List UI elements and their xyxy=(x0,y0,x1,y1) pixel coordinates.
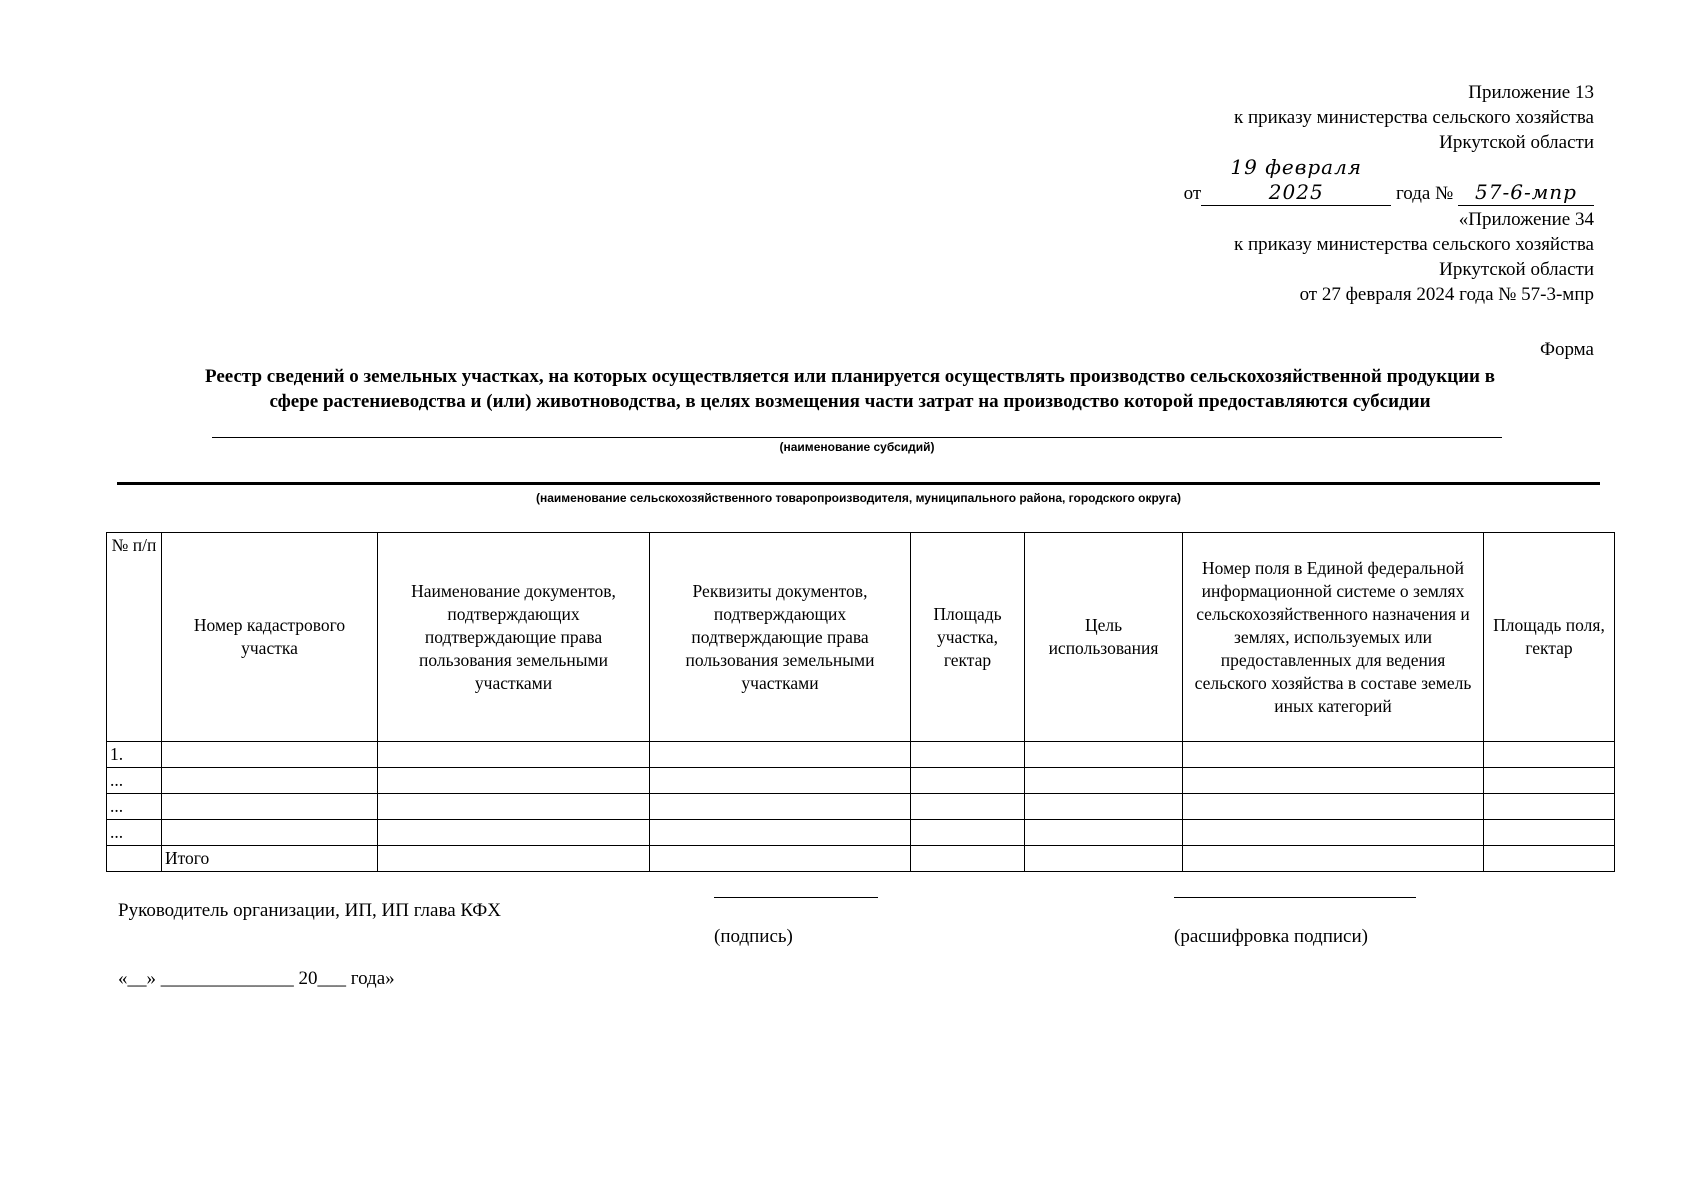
cell xyxy=(911,794,1025,820)
cell xyxy=(911,768,1025,794)
cell xyxy=(650,742,911,768)
producer-name-caption: (наименование сельскохозяйственного товаропроизводителя, муниципального района, городского округа) xyxy=(535,491,1181,505)
row-number xyxy=(107,846,162,872)
title-line-1: Реестр сведений о земельных участках, на которых осуществляется или планируется осуществлять производство сельскохозяйственной продукции в xyxy=(205,366,1495,387)
cell xyxy=(650,846,911,872)
appendix34-order-line: к приказу министерства сельского хозяйства xyxy=(1234,234,1594,255)
cell xyxy=(378,794,650,820)
header-field-number: Номер поля в Единой федеральной информационной системе о землях сельскохозяйственного назначения и землях, используемых или предоставленных для ведения сельского хозяйства в составе земель иных категорий xyxy=(1183,533,1484,742)
cell xyxy=(1025,768,1183,794)
date-line: «__» ______________ 20___ года» xyxy=(118,968,395,989)
cell xyxy=(1484,846,1615,872)
header-document-names: Наименование документов, подтверждающих подтверждающие права пользования земельными участками xyxy=(378,533,650,742)
table-row xyxy=(107,742,1615,768)
signature-decode-line xyxy=(1174,897,1416,898)
appendix13-title: Приложение 13 xyxy=(1468,82,1594,103)
table-row xyxy=(107,820,1615,846)
handwritten-date: 19 февраля 2025 xyxy=(1201,155,1391,206)
cell xyxy=(911,742,1025,768)
cell xyxy=(162,768,378,794)
cell xyxy=(1484,742,1615,768)
row-number: ... xyxy=(107,768,162,794)
appendix34-date-line: от 27 февраля 2024 года № 57-3-мпр xyxy=(1299,284,1594,305)
cell xyxy=(1484,768,1615,794)
cell xyxy=(1183,820,1484,846)
signature-line xyxy=(714,897,878,898)
table-row xyxy=(107,768,1615,794)
appendix13-region-line: Иркутской области xyxy=(1439,132,1594,153)
header-number: № п/п xyxy=(107,533,162,742)
cell xyxy=(378,820,650,846)
header-field-area: Площадь поля, гектар xyxy=(1484,533,1615,742)
cell xyxy=(378,846,650,872)
cell xyxy=(911,820,1025,846)
table-total-row xyxy=(107,846,1615,872)
cell xyxy=(1025,742,1183,768)
cell xyxy=(1025,794,1183,820)
cell xyxy=(1484,820,1615,846)
year-number-label: года № xyxy=(1395,183,1454,204)
header-cadastral-number: Номер кадастрового участка xyxy=(162,533,378,742)
cell xyxy=(650,794,911,820)
cell xyxy=(162,742,378,768)
appendix34-title: «Приложение 34 xyxy=(1458,209,1594,230)
table-header-row xyxy=(107,533,1615,742)
table-row xyxy=(107,794,1615,820)
document-title xyxy=(120,364,1580,414)
producer-name-line xyxy=(117,482,1600,485)
cell xyxy=(1484,794,1615,820)
from-label: от xyxy=(1183,183,1202,204)
row-number: ... xyxy=(107,820,162,846)
title-line-2: сфере растениеводства и (или) животноводства, в целях возмещения части затрат на производство которой предоставляются субсидии xyxy=(269,391,1431,412)
row-number: ... xyxy=(107,794,162,820)
register-table xyxy=(106,532,1615,872)
appendix34-region-line: Иркутской области xyxy=(1439,259,1594,280)
appendix13-block xyxy=(1184,80,1594,206)
cell xyxy=(911,846,1025,872)
cell xyxy=(1183,794,1484,820)
total-label: Итого xyxy=(162,846,378,872)
signature-caption: (подпись) xyxy=(714,926,793,947)
cell xyxy=(1183,846,1484,872)
head-label: Руководитель организации, ИП, ИП глава КФХ xyxy=(118,900,501,921)
row-number: 1. xyxy=(107,742,162,768)
header-plot-area: Площадь участка, гектар xyxy=(911,533,1025,742)
appendix34-block xyxy=(1234,207,1594,307)
cell xyxy=(1025,846,1183,872)
cell xyxy=(162,794,378,820)
appendix13-date-line xyxy=(1184,155,1594,206)
header-document-details: Реквизиты документов, подтверждающих подтверждающие права пользования земельными участками xyxy=(650,533,911,742)
cell xyxy=(1183,768,1484,794)
subsidy-name-line xyxy=(212,437,1502,438)
subsidy-name-caption: (наименование субсидий) xyxy=(779,440,935,454)
header-usage-purpose: Цель использования xyxy=(1025,533,1183,742)
handwritten-number: 57-6-мпр xyxy=(1458,180,1594,206)
cell xyxy=(1183,742,1484,768)
cell xyxy=(1025,820,1183,846)
cell xyxy=(378,742,650,768)
cell xyxy=(650,820,911,846)
cell xyxy=(378,768,650,794)
form-label: Форма xyxy=(1539,339,1594,360)
signature-decode-caption: (расшифровка подписи) xyxy=(1174,926,1368,947)
cell xyxy=(650,768,911,794)
cell xyxy=(162,820,378,846)
appendix13-order-line: к приказу министерства сельского хозяйства xyxy=(1234,107,1594,128)
